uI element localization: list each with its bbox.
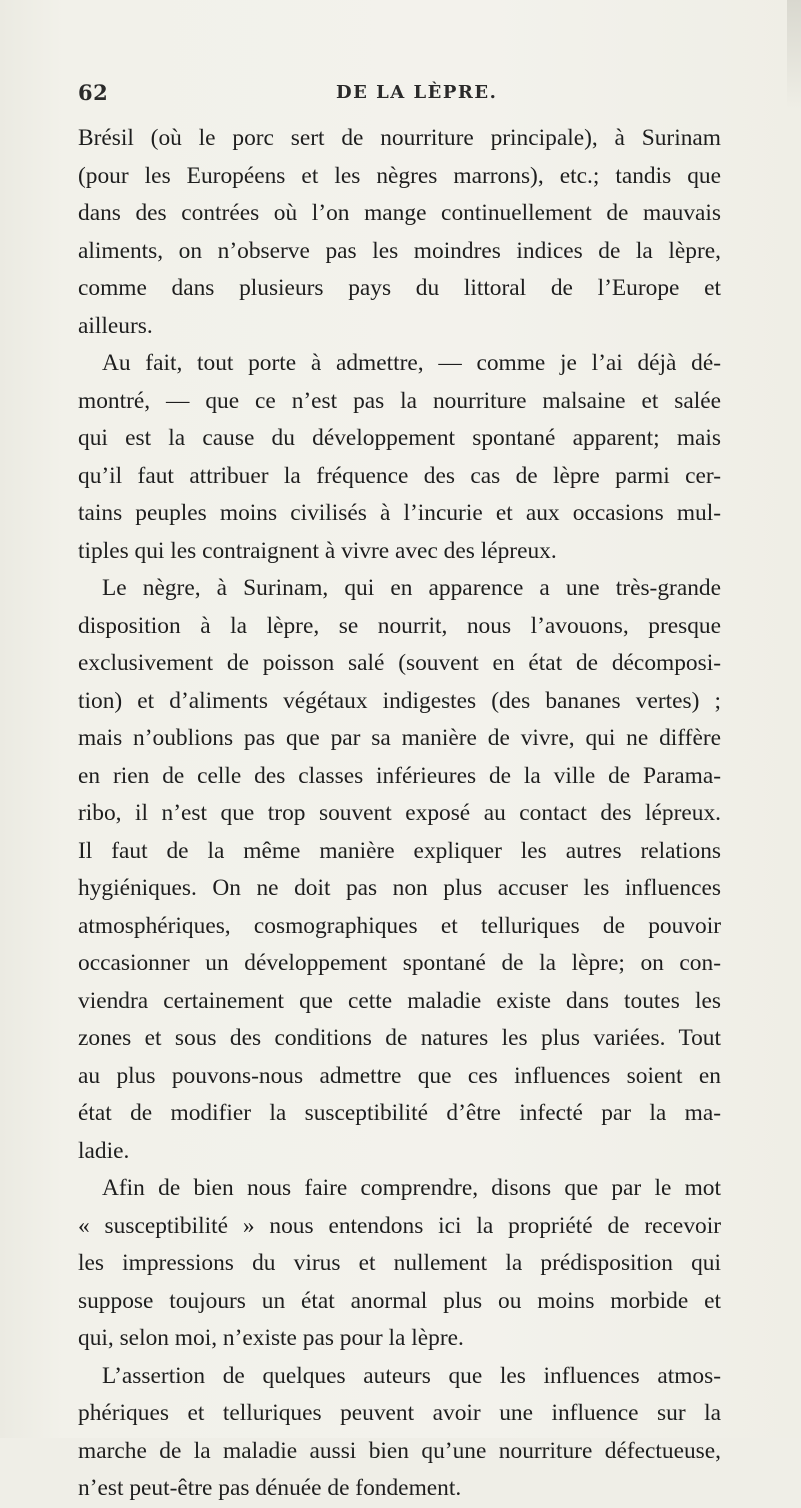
text-line: (pour les Européens et les nègres marrons), etc.; tandis que (78, 162, 721, 189)
text-line: Il faut de la même manière expliquer les autres relations (78, 837, 721, 864)
text-line: L’assertion de quelques auteurs que les influences atmos- (102, 1362, 721, 1389)
text-line: Le nègre, à Surinam, qui en apparence a une très-grande (102, 575, 721, 601)
text-line: suppose toujours un état anormal plus ou moins morbide et (78, 1287, 721, 1314)
text-line: exclusivement de poisson salé (souvent en état de décomposi- (78, 650, 721, 676)
text-line: marche de la maladie aussi bien qu’une nourriture défectueuse, (78, 1437, 721, 1464)
text-line: ailleurs. (78, 312, 153, 339)
text-line: en rien de celle des classes inférieures de la ville de Parama- (78, 762, 721, 789)
running-title: DE LA LÈPRE. (336, 82, 498, 103)
text-line: les impressions du virus et nullement la prédisposition qui (78, 1250, 721, 1276)
text-line: ladie. (78, 1137, 130, 1164)
text-line: tion) et d’aliments végétaux indigestes (des bananes vertes) ; (78, 687, 721, 714)
body-text (78, 120, 721, 1508)
text-line: « susceptibilité » nous entendons ici la propriété de recevoir (78, 1212, 721, 1239)
text-line: qui, selon moi, n’existe pas pour la lèpre. (78, 1325, 464, 1351)
text-line: tiples qui les contraignent à vivre avec des lépreux. (78, 537, 557, 564)
text-line: Afin de bien nous faire comprendre, disons que par le mot (102, 1175, 721, 1201)
text-line: dans des contrées où l’on mange continuellement de mauvais (78, 200, 721, 226)
text-line: Au fait, tout porte à admettre, — comme je l’ai déjà dé- (102, 350, 721, 376)
text-line: Brésil (où le porc sert de nourriture principale), à Surinam (78, 125, 721, 151)
text-line: comme dans plusieurs pays du littoral de l’Europe et (78, 275, 721, 301)
text-line: qu’il faut attribuer la fréquence des cas de lèpre parmi cer- (78, 462, 721, 489)
page-edge-shadow (787, 0, 801, 110)
text-line: occasionner un développement spontané de la lèpre; on con- (78, 950, 721, 976)
text-line: atmosphériques, cosmographiques et telluriques de pouvoir (78, 912, 721, 939)
text-line: état de modifier la susceptibilité d’être infecté par la ma- (78, 1100, 721, 1126)
text-line: viendra certainement que cette maladie existe dans toutes les (78, 987, 721, 1014)
text-line: zones et sous des conditions de natures les plus variées. Tout (78, 1025, 721, 1051)
text-line: aliments, on n’observe pas les moindres indices de la lèpre, (78, 237, 721, 264)
text-line: tains peuples moins civilisés à l’incurie et aux occasions mul- (78, 500, 721, 526)
text-line: phériques et telluriques peuvent avoir une influence sur la (78, 1400, 721, 1426)
text-line: disposition à la lèpre, se nourrit, nous l’avouons, presque (78, 612, 721, 639)
page-number: 62 (78, 80, 109, 105)
text-line: qui est la cause du développement spontané apparent; mais (78, 425, 721, 451)
text-line: montré, — que ce n’est pas la nourriture malsaine et salée (78, 387, 721, 414)
page-header (78, 80, 718, 120)
text-line: au plus pouvons-nous admettre que ces influences soient en (78, 1062, 721, 1089)
text-line: n’est peut-être pas dénuée de fondement. (78, 1475, 462, 1501)
text-line: mais n’oublions pas que par sa manière de vivre, qui ne diffère (78, 725, 721, 751)
text-line: ribo, il n’est que trop souvent exposé au contact des lépreux. (78, 800, 721, 826)
text-line: hygiéniques. On ne doit pas non plus accuser les influences (78, 875, 721, 901)
